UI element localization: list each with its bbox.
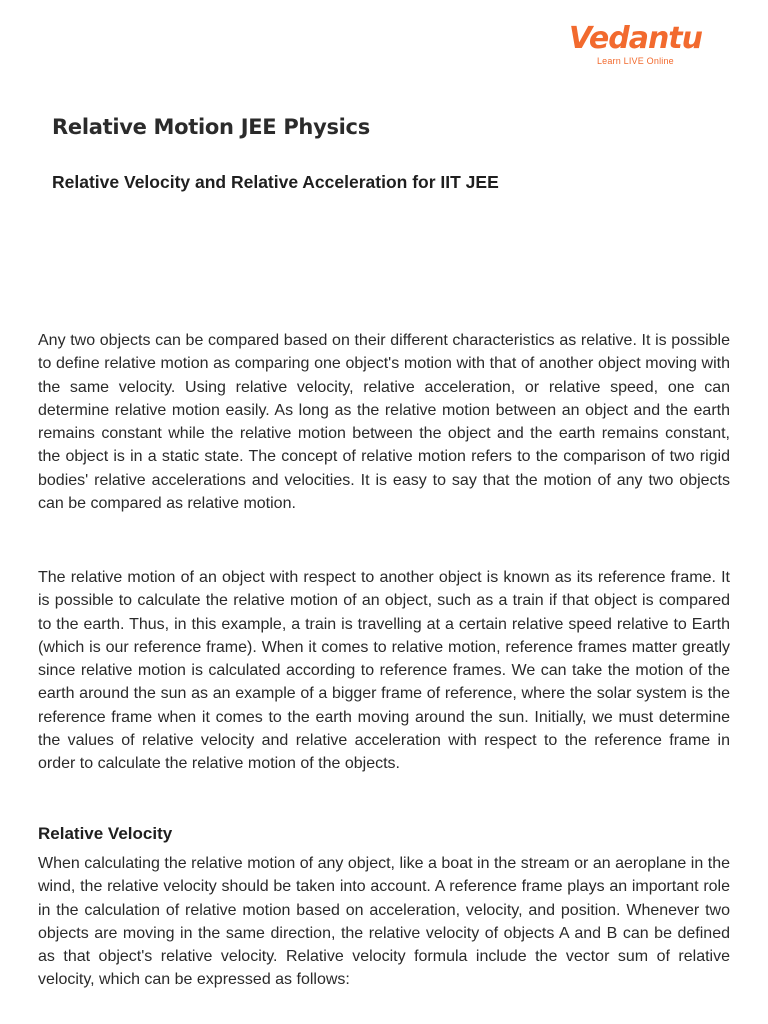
paragraph-reference-frame: The relative motion of an object with respect to another object is known as its reference frame. It is possible to calculate the relative motion of an object, such as a train if that object is compared to the earth. Thus, in this example, a train is travelling at a certain relative speed relative to Earth (which is our reference frame). When it comes to relative motion, reference frames matter greatly since relative motion is calculated according to reference frames. We can take the motion of the earth around the sun as an example of a bigger frame of reference, where the solar system is the reference frame when it comes to the earth moving around the sun. Initially, we must determine the values of relative velocity and relative acceleration with respect to the reference frame in order to calculate the relative motion of the objects.	[38, 569, 730, 773]
paragraph-relative-velocity: When calculating the relative motion of any object, like a boat in the stream or an aeroplane in the wind, the relative velocity should be taken into account. A reference frame plays an important role in the calculation of relative motion based on acceleration, velocity, and position. Whenever two objects are moving in the same direction, the relative velocity of objects A and B can be defined as that object's relative velocity. Relative velocity formula include the vector sum of relative velocity, which can be expressed as follows:	[38, 855, 730, 989]
page-subtitle: Relative Velocity and Relative Acceleration for IIT JEE	[52, 172, 499, 192]
logo-wordmark: Vedantu	[568, 21, 702, 56]
vedantu-logo	[569, 22, 702, 66]
paragraph-intro: Any two objects can be compared based on their different characteristics as relative. It is possible to define relative motion as comparing one object's motion with that of another object moving with the same velocity. Using relative velocity, relative acceleration, or relative speed, one can determine relative motion easily. As long as the relative motion between an object and the earth remains constant while the relative motion between the object and the earth remains constant, the object is in a static state. The concept of relative motion refers to the comparison of two rigid bodies' relative accelerations and velocities. It is easy to say that the motion of any two objects can be compared as relative motion.	[38, 332, 730, 513]
logo-tagline: Learn LIVE Online	[596, 56, 674, 66]
page-title: Relative Motion JEE Physics	[52, 115, 370, 139]
section-heading-relative-velocity: Relative Velocity	[38, 824, 173, 843]
